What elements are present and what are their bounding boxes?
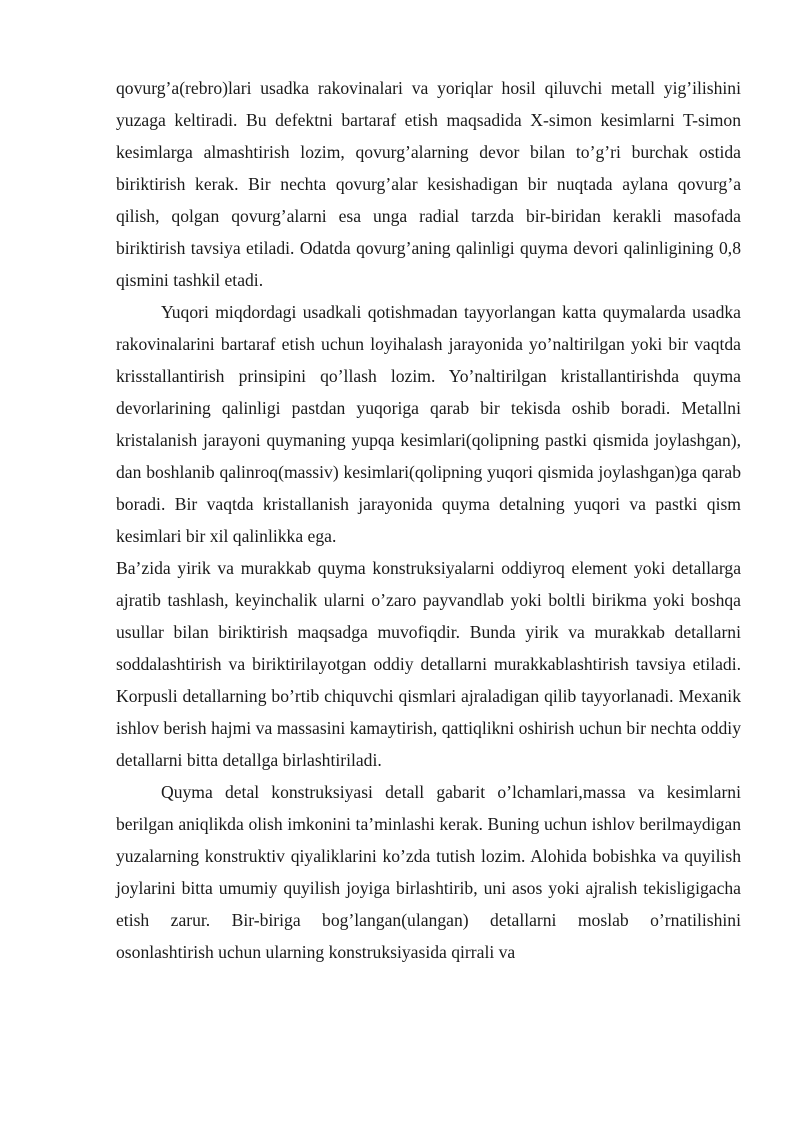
document-page <box>116 72 741 968</box>
paragraph-ribs: qovurg’a(rebro)lari usadka rakovinalari va yoriqlar hosil qiluvchi metall yig’ilishini yuzaga keltiradi. Bu defektni bartaraf etish maqsadida X-simon kesimlarni T-simon kesimlarga almashtirish lozim, qovurg’alarning devor bilan to’g’ri burchak ostida biriktirish kerak. Bir nechta qovurg’alar kesishadigan bir nuqtada aylana qovurg’a qilish, qolgan qovurg’alarni esa unga radial tarzda bir-biridan kerakli masofada biriktirish tavsiya etiladi. Odatda qovurg’aning qalinligi quyma devori qalinligining 0,8 qismini tashkil etadi. <box>116 78 741 290</box>
paragraph-directional-crystallization: Yuqori miqdordagi usadkali qotishmadan tayyorlangan katta quymalarda usadka rakovinalarini bartaraf etish uchun loyihalash jarayonida yo’naltirilgan yoki bir vaqtda krisstallantirish prinsipini qo’llash lozim. Yo’naltirilgan kristallantirishda quyma devorlarining qalinligi pastdan yuqoriga qarab bir tekisda oshib boradi. Metallni kristalanish jarayoni quymaning yupqa kesimlari(qolipning pastki qismida joylashgan), dan boshlanib qalinroq(massiv) kesimlari(qolipning yuqori qismida joylashgan)ga qarab boradi. Bir vaqtda kristallanish jarayonida quyma detalning yuqori va pastki qism kesimlari bir xil qalinlikka ega. <box>116 302 741 546</box>
paragraph-complex-castings: Ba’zida yirik va murakkab quyma konstruksiyalarni oddiyroq element yoki detallarga ajratib tashlash, keyinchalik ularni o’zaro payvandlab yoki boltli birikma yoki boshqa usullar bilan biriktirish maqsadga muvofiqdir. Bunda yirik va murakkab detallarni soddalashtirish va biriktirilayotgan oddiy detallarni murakkablashtirish tavsiya etiladi. Korpusli detallarning bo’rtib chiquvchi qismlari ajraladigan qilib tayyorlanadi. Mexanik ishlov berish hajmi va massasini kamaytirish, qattiqlikni oshirish uchun bir nechta oddiy detallarni bitta detallga birlashtiriladi. <box>116 558 741 770</box>
paragraph-casting-accuracy: Quyma detal konstruksiyasi detall gabarit o’lchamlari,massa va kesimlarni berilgan aniqlikda olish imkonini ta’minlashi kerak. Buning uchun ishlov berilmaydigan yuzalarning konstruktiv qiyaliklarini ko’zda tutish lozim. Alohida bobishka va quyilish joylarini bitta umumiy quyilish joyiga birlashtirib, uni asos yoki ajralish tekisligigacha etish zarur. Bir-biriga bog’langan(ulangan) detallarni moslab o’rnatilishini osonlashtirish uchun ularning konstruksiyasida qirrali va <box>116 782 741 962</box>
